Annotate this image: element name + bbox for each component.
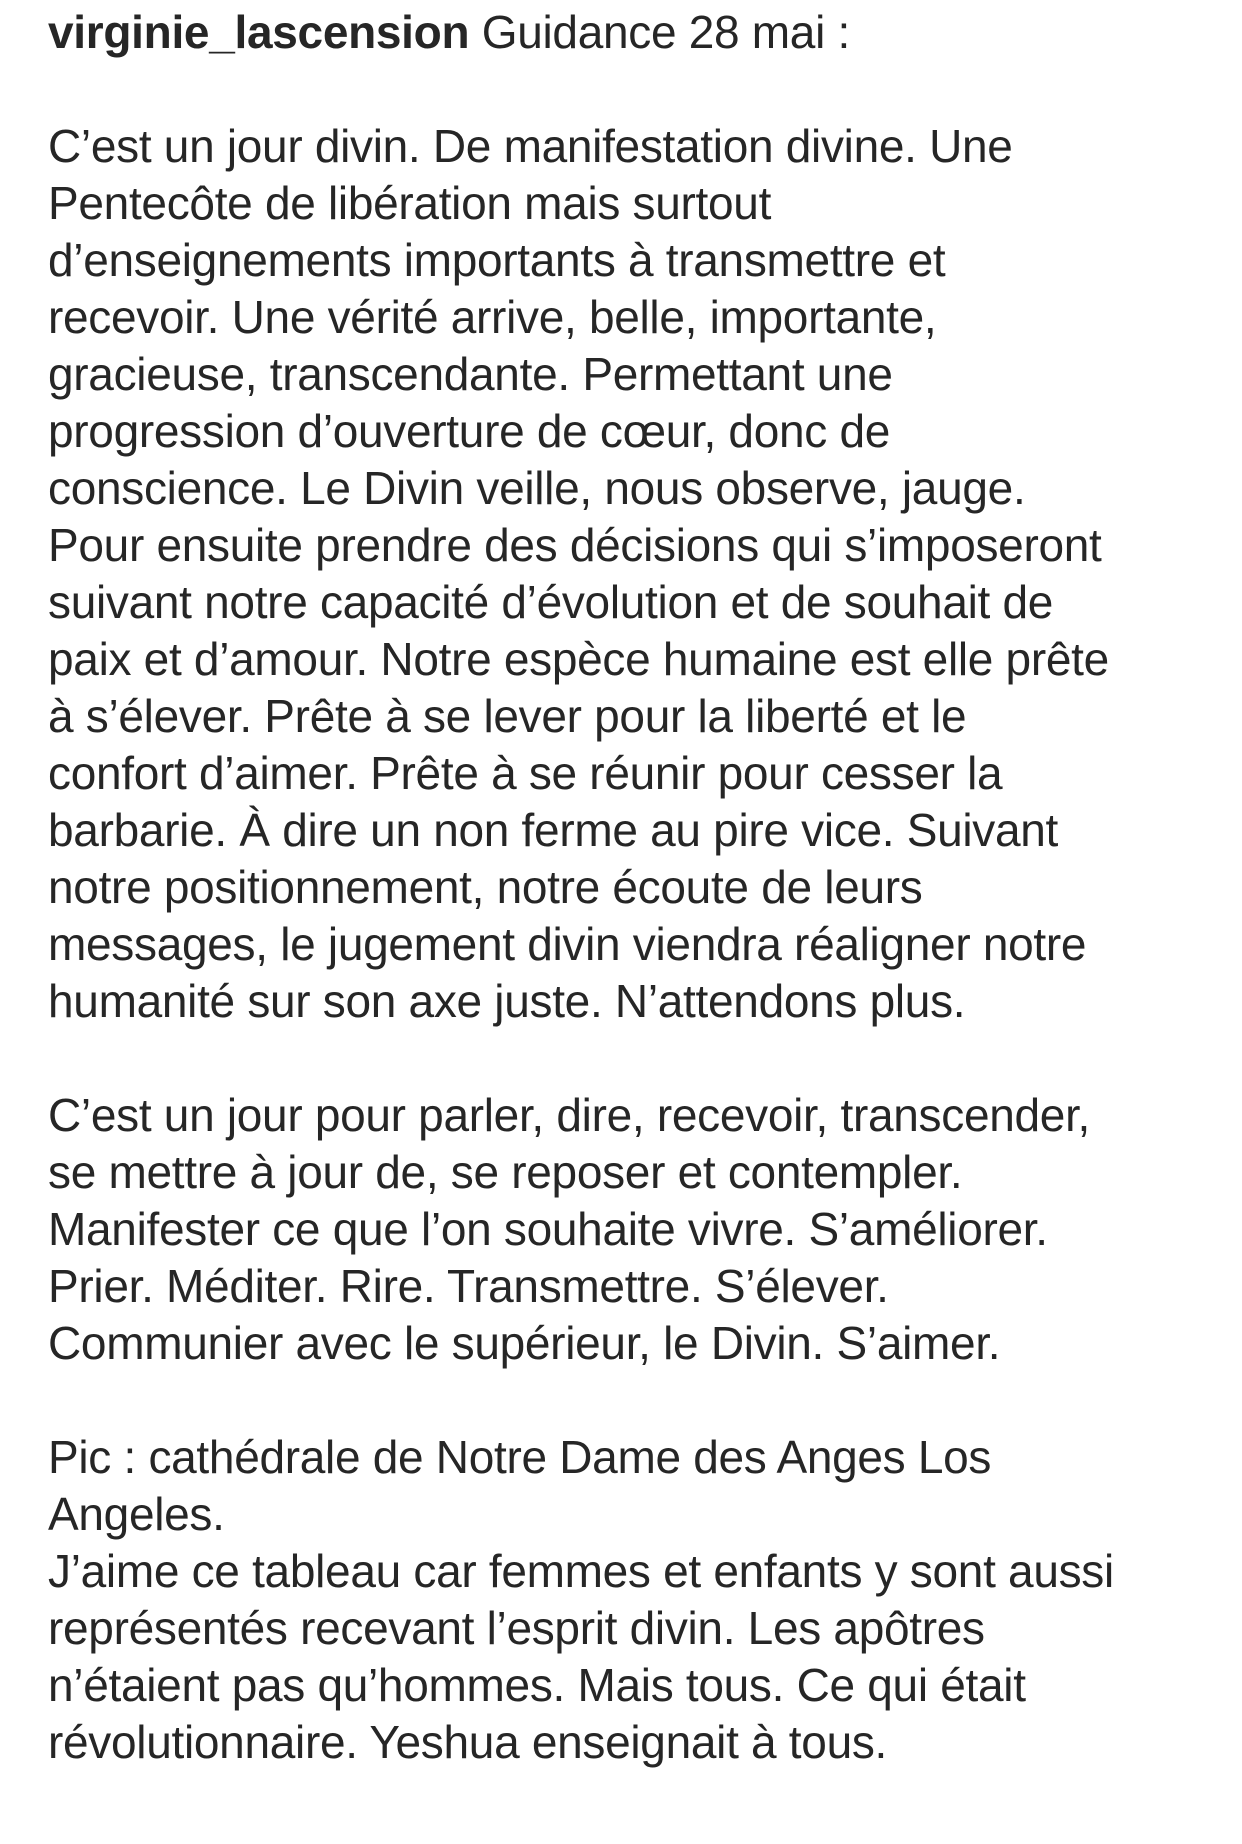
caption-paragraph-1: C’est un jour divin. De manifestation divine. Une Pentecôte de libération mais surtout d’enseignements importants à transmettre et recevoir. Une vérité arrive, belle, importante, gracieuse, transcendante. Permettant une progression d’ouverture de cœur, donc de conscience. Le Divin veille, nous observe, jauge. Pour ensuite prendre des décisions qui s’imposeront suivant notre capacité d’évolution et de souhait de paix et d’amour. Notre espèce humaine est elle prête à s’élever. Prête à se lever pour la liberté et le confort d’aimer. Prête à se réunir pour cesser la barbarie. À dire un non ferme au pire vice. Suivant notre positionnement, notre écoute de leurs messages, le jugement divin viendra réaligner notre humanité sur son axe juste. N’attendons plus. xyxy=(48,120,1109,1027)
paragraph-spacer xyxy=(48,1372,1218,1429)
post-caption xyxy=(48,0,1218,1771)
caption-header xyxy=(48,4,1218,61)
username-link[interactable]: virginie_lascension xyxy=(48,6,470,58)
paragraph-spacer xyxy=(48,1030,1218,1087)
caption-title: Guidance 28 mai : xyxy=(469,6,850,58)
caption-paragraph-2: C’est un jour pour parler, dire, recevoir, transcender, se mettre à jour de, se reposer et contempler. Manifester ce que l’on souhaite vivre. S’améliorer. Prier. Méditer. Rire. Transmettre. S’élever. Communier avec le supérieur, le Divin. S’aimer. xyxy=(48,1089,1091,1369)
caption-paragraph-3: Pic : cathédrale de Notre Dame des Anges Los Angeles. xyxy=(48,1431,992,1540)
paragraph-spacer xyxy=(48,61,1218,118)
caption-paragraph-4: J’aime ce tableau car femmes et enfants y sont aussi représentés recevant l’esprit divin. Les apôtres n’étaient pas qu’hommes. Mais tous. Ce qui était révolutionnaire. Yeshua enseignait à tous. xyxy=(48,1545,1114,1768)
